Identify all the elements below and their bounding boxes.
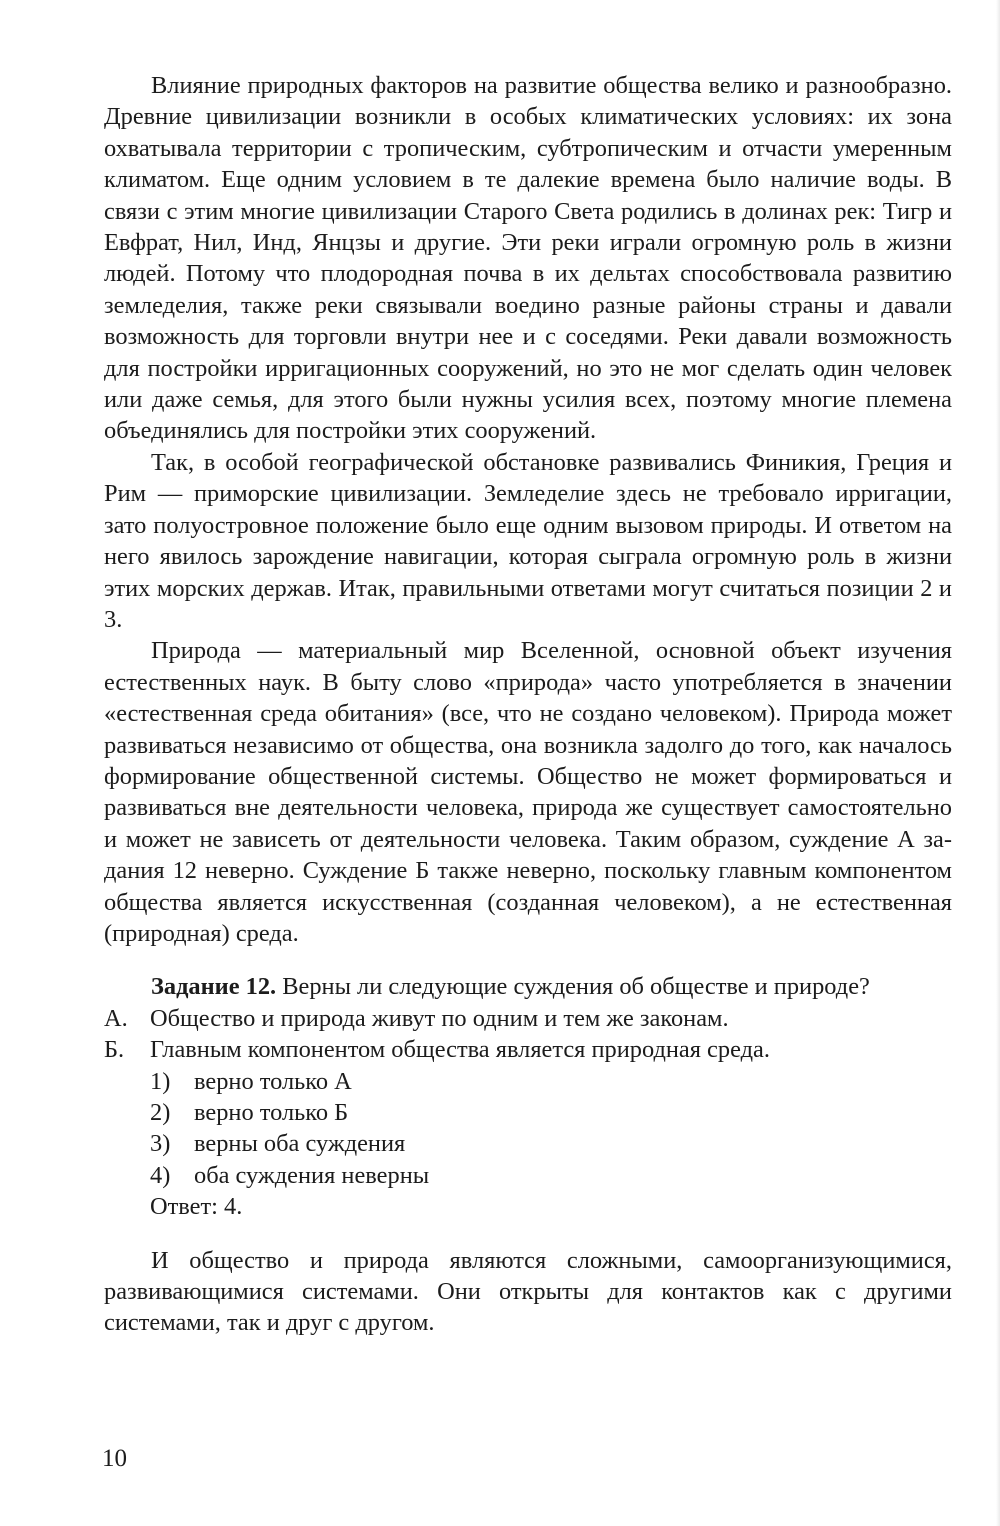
answer-line: Ответ: 4. (150, 1193, 243, 1221)
statement-a (104, 1003, 952, 1034)
option-number: 2) (150, 1099, 171, 1126)
answer-option-2 (104, 1097, 952, 1128)
option-text: верно только Б (194, 1099, 349, 1126)
option-text: верны оба суждения (194, 1130, 406, 1158)
option-number: 4) (150, 1161, 171, 1189)
scan-edge-shadow (996, 0, 1000, 1526)
paragraph-maritime-civilizations: Так, в особой географической обстановке развивались Финикия, Греция и Рим — приморские цивилизации. Земледелие здесь не требовало ирригации, зато полуостровное положение было еще одним вызовом природы. И ответом на него явилось зарождение навигации, которая сыграла огромную роль в жизни этих морских держав. Итак, правильными ответами могут считаться позиции 2 и 3. (104, 448, 952, 633)
answer-options (104, 1066, 952, 1192)
answer-option-3 (104, 1128, 952, 1159)
answer-option-4 (104, 1160, 952, 1191)
task-heading (104, 971, 952, 1002)
paragraph-natural-factors: Влияние природных факторов на развитие общества велико и разнообразно. Древние цивилизации возникли в особых климатических условиях: их зона охватывала территории с тропическим, субтропическим и отчасти умеренным климатом. Еще одним условием в те далекие времена было наличие воды. В связи с этим многие цивилизации Старого Света родились в долинах рек: Тигр и Евфрат, Нил, Инд, Янцзы и другие. Эти реки играли огромную роль в жизни людей. Потому что плодородная почва в их дельтах способствовала развитию земледелия, также реки связывали воедино разные районы страны и давали возможность для торговли внутри нее и с соседями. Реки давали возможность для постройки ирригационных сооружений, но это не мог сделать один человек или даже семья, для этого были нужны усилия всех, поэтому многие племена объединялись для постройки этих сооружений. (104, 72, 952, 445)
task-title: Задание 12. (151, 973, 277, 1001)
option-text: верно только А (194, 1067, 352, 1095)
answer-option-1 (104, 1066, 952, 1097)
option-number: 1) (150, 1067, 171, 1095)
statement-letter: А. (104, 1004, 128, 1032)
paragraph-nature-definition: Природа — материальный мир Вселенной, основной объект изучения естественных наук. В быту слово «природа» часто употребляется в значении «естественная среда обитания» (все, что не создано человеком). Природа может развиваться независимо от общества, она возникла задолго до того, как началось формирование общественной системы. Общество не может формироваться и развиваться вне деятельности человека, природа же существует самостоятельно и может не зависеть от деятельности человека. Таким образом, суждение А задания 12 неверно. Суждение Б также неверно, поскольку главным компонентом общества является искусственная (созданная человеком), а не естественная (природная) среда. (104, 637, 952, 947)
statement-letter: Б. (104, 1036, 125, 1064)
statement-text: Общество и природа живут по одним и тем же законам. (150, 1004, 729, 1032)
option-text: оба суждения неверны (194, 1161, 430, 1189)
task-question: Верны ли следующие суждения об обществе и природе? (282, 973, 870, 1001)
paragraph-closing: И общество и природа являются сложными, самоорганизующимися, развивающимися системами. Они открыты для контактов как с другими системами, так и друг с другом. (104, 1246, 952, 1337)
statement-text: Главным компонентом общества является природная среда. (150, 1036, 770, 1064)
statement-b (104, 1034, 952, 1065)
page-body (104, 70, 952, 1339)
option-number: 3) (150, 1130, 171, 1158)
page-number: 10 (102, 1445, 127, 1472)
task-block (104, 971, 952, 1222)
